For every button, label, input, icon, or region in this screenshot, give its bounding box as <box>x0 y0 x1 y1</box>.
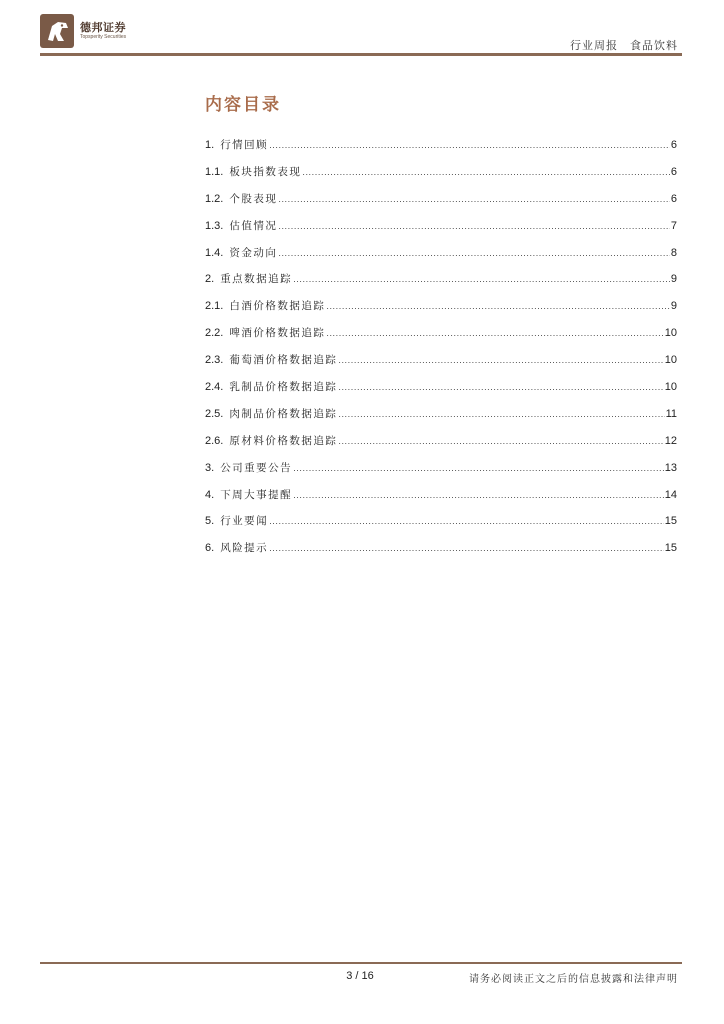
toc-entry-number: 2.1. <box>205 300 224 313</box>
toc-dot-leader <box>302 167 670 177</box>
toc-entry[interactable] <box>205 137 677 164</box>
toc-entry[interactable] <box>205 325 677 352</box>
toc-entry-number: 3. <box>205 461 215 474</box>
toc-entry[interactable] <box>205 406 677 433</box>
toc-title: 内容目录 <box>205 95 281 115</box>
toc-entry[interactable] <box>205 298 677 325</box>
toc-entry-number: 1.2. <box>205 192 224 205</box>
toc-entry-number: 2.5. <box>205 407 224 420</box>
toc-dot-leader <box>278 194 670 204</box>
toc-entry[interactable] <box>205 271 677 298</box>
toc-entry-page: 9 <box>670 300 677 313</box>
toc-entry[interactable] <box>205 487 677 514</box>
toc-entry-number: 5. <box>205 515 215 528</box>
toc-entry-label: 白酒价格数据追踪 <box>229 300 326 313</box>
toc-entry-number: 2.3. <box>205 354 224 367</box>
toc-entry[interactable] <box>205 540 677 567</box>
toc-entry-label: 原材料价格数据追踪 <box>229 434 338 447</box>
toc-entry-number: 2.6. <box>205 434 224 447</box>
toc-entry-label: 肉制品价格数据追踪 <box>229 407 338 420</box>
toc-entry-label: 风险提示 <box>220 542 269 555</box>
toc-dot-leader <box>278 248 670 258</box>
toc-entry-page: 6 <box>670 192 677 205</box>
toc-dot-leader <box>338 382 663 392</box>
toc-entry-label: 啤酒价格数据追踪 <box>229 327 326 340</box>
toc-entry-label: 葡萄酒价格数据追踪 <box>229 354 338 367</box>
toc-entry-page: 9 <box>670 273 677 286</box>
toc-dot-leader <box>338 355 663 365</box>
toc-dot-leader <box>326 328 663 338</box>
toc-dot-leader <box>338 409 664 419</box>
toc-entry[interactable] <box>205 433 677 460</box>
toc-entry-label: 行情回顾 <box>220 139 269 151</box>
header-divider <box>40 53 682 56</box>
logo-text <box>80 21 126 41</box>
table-of-contents <box>205 94 677 567</box>
toc-entry-page: 13 <box>664 461 677 474</box>
toc-entry-number: 1. <box>205 139 215 151</box>
toc-dot-leader <box>269 543 664 553</box>
toc-entry-number: 2. <box>205 273 215 286</box>
toc-entry-label: 重点数据追踪 <box>220 273 293 286</box>
toc-entry[interactable] <box>205 379 677 406</box>
toc-entry[interactable] <box>205 460 677 487</box>
page-indicator: 3 / 16 <box>346 970 374 982</box>
footer-disclaimer: 请务必阅读正文之后的信息披露和法律声明 <box>469 974 678 985</box>
toc-entry-page: 6 <box>670 165 677 178</box>
toc-dot-leader <box>269 140 670 150</box>
toc-entry-page: 7 <box>670 219 677 232</box>
toc-entry[interactable] <box>205 245 677 272</box>
toc-entry-label: 行业要闻 <box>220 515 269 528</box>
toc-entry-label: 下周大事提醒 <box>220 488 293 501</box>
doc-type-label: 行业周报 <box>570 39 618 52</box>
toc-dot-leader <box>293 463 664 473</box>
toc-entry-page: 6 <box>670 139 677 151</box>
toc-entry-label: 资金动向 <box>229 246 278 259</box>
toc-dot-leader <box>293 490 664 500</box>
toc-entry-number: 1.4. <box>205 246 224 259</box>
report-category <box>570 37 678 53</box>
topsperity-horse-icon <box>40 14 74 48</box>
sector-label: 食品饮料 <box>630 39 678 52</box>
toc-dot-leader <box>326 301 670 311</box>
toc-entry[interactable] <box>205 513 677 540</box>
toc-entry-page: 10 <box>664 327 677 340</box>
toc-dot-leader <box>338 436 663 446</box>
footer-divider <box>40 962 682 964</box>
toc-entry-page: 12 <box>664 434 677 447</box>
toc-dot-leader <box>269 516 664 526</box>
logo-company-name: 德邦证券 <box>80 21 126 34</box>
toc-entry[interactable] <box>205 218 677 245</box>
logo-tagline: Topsperity Securities <box>80 34 127 40</box>
company-logo <box>40 14 126 48</box>
toc-entry[interactable] <box>205 164 677 191</box>
toc-entry-number: 2.2. <box>205 327 224 340</box>
toc-entry-label: 个股表现 <box>229 192 278 205</box>
toc-entry[interactable] <box>205 352 677 379</box>
toc-entry-number: 1.3. <box>205 219 224 232</box>
toc-entry-page: 15 <box>664 515 677 528</box>
toc-entry-number: 6. <box>205 542 215 555</box>
toc-entry-page: 14 <box>664 488 677 501</box>
toc-dot-leader <box>278 221 670 231</box>
toc-entry[interactable] <box>205 191 677 218</box>
toc-entry-page: 10 <box>664 381 677 394</box>
toc-entry-number: 4. <box>205 488 215 501</box>
toc-entry-label: 估值情况 <box>229 219 278 232</box>
toc-dot-leader <box>293 274 670 284</box>
toc-entry-page: 11 <box>665 407 677 420</box>
toc-entry-label: 板块指数表现 <box>229 165 302 178</box>
toc-entry-page: 10 <box>664 354 677 367</box>
toc-entry-number: 2.4. <box>205 381 224 394</box>
toc-list <box>205 137 677 567</box>
toc-entry-page: 8 <box>670 246 677 259</box>
toc-entry-label: 公司重要公告 <box>220 461 293 474</box>
toc-entry-label: 乳制品价格数据追踪 <box>229 381 338 394</box>
toc-entry-page: 15 <box>664 542 677 555</box>
toc-entry-number: 1.1. <box>205 165 224 178</box>
